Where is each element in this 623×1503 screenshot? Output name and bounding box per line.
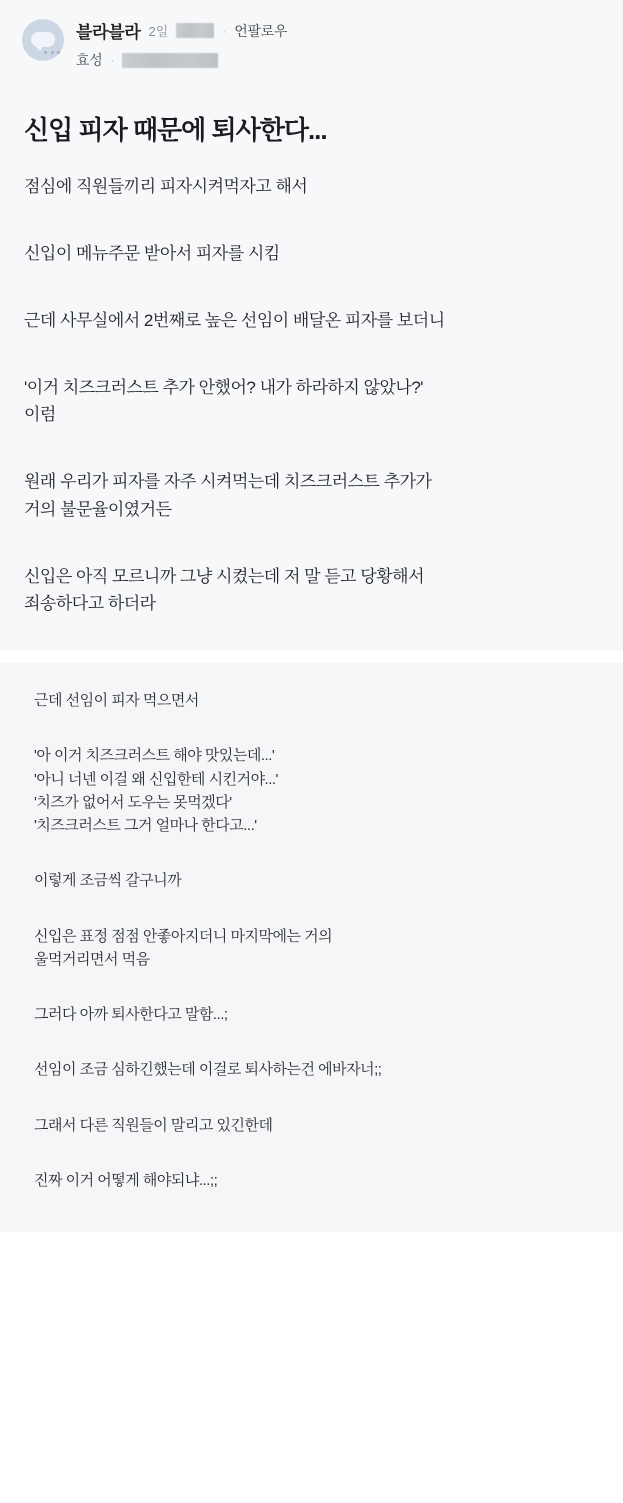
quote-paragraph — [34, 689, 589, 712]
post-paragraph-line: 이럼 — [24, 405, 56, 425]
quote-paragraph — [34, 869, 589, 892]
author-meta — [76, 16, 287, 70]
post-paragraph-line: 근데 사무실에서 2번째로 높은 선임이 배달온 피자를 보더니 — [24, 310, 445, 330]
quote-line: '치즈가 없어서 도우는 못먹겠다' — [34, 793, 232, 811]
post-body — [22, 173, 601, 618]
quote-line: 진짜 이거 어떻게 해야되냐...;; — [34, 1171, 218, 1189]
post-paragraph-line: 신입이 메뉴주문 받아서 피자를 시킴 — [24, 243, 280, 263]
masked-label — [176, 23, 214, 38]
post-paragraph-line: 거의 불문율이였거든 — [24, 499, 172, 519]
quote-paragraph — [34, 1058, 589, 1081]
post-paragraph-line: 죄송하다고 하더라 — [24, 594, 156, 613]
post-paragraph-line: 신입은 아직 모르니까 그냥 시켰는데 저 말 듣고 당황해서 — [24, 566, 424, 586]
board-name[interactable]: 효성 — [76, 52, 103, 68]
post-header — [22, 14, 601, 76]
post-paragraph — [24, 307, 601, 334]
author-line-secondary — [76, 50, 287, 70]
avatar[interactable] — [22, 19, 64, 61]
quote-paragraph — [34, 925, 589, 972]
quote-line: 선임이 조금 심하긴했는데 이걸로 퇴사하는건 에바자너;; — [34, 1061, 382, 1079]
quote-line: '치즈크러스트 그거 얼마나 한다고...' — [34, 817, 257, 835]
author-nickname[interactable]: 블라블라 — [76, 23, 141, 42]
quote-line: 신입은 표정 점점 안좋아지더니 마지막에는 거의 — [34, 927, 333, 945]
page-title: 신입 피자 때문에 퇴사한다... — [24, 115, 327, 145]
bubble-dots-icon — [44, 51, 60, 54]
card-divider — [0, 651, 623, 663]
post-paragraph — [24, 563, 601, 617]
quote-line: 이렇게 조금씩 갈구니까 — [34, 872, 182, 890]
author-line-primary — [76, 18, 287, 43]
post-paragraph — [24, 240, 601, 267]
post-card — [0, 0, 623, 651]
quote-line: 그러다 아까 퇴사한다고 말함...; — [34, 1006, 228, 1024]
quote-paragraph — [34, 1003, 589, 1026]
post-paragraph — [24, 468, 601, 522]
post-paragraph-line: 원래 우리가 피자를 자주 시켜먹는데 치즈크러스트 추가가 — [24, 472, 432, 492]
quote-line: 근데 선임이 피자 먹으면서 — [34, 692, 199, 710]
chat-bubble-avatar-icon — [31, 32, 55, 47]
post-paragraph-line: '이거 치즈크러스트 추가 안했어? 내가 하라하지 않았나?' — [24, 378, 424, 398]
post-paragraph — [24, 374, 601, 428]
post-paragraph-line: 점심에 직원들끼리 피자시켜먹자고 해서 — [24, 176, 308, 196]
meta-separator: · — [222, 23, 227, 38]
quote-line: 그래서 다른 직원들이 말리고 있긴한데 — [34, 1116, 273, 1134]
quote-line: '아니 너넨 이걸 왜 신입한테 시킨거야...' — [34, 770, 278, 788]
quote-paragraph — [34, 1114, 589, 1137]
quote-line: '아 이거 치즈크러스트 해야 맛있는데...' — [34, 747, 275, 765]
quote-paragraph — [34, 744, 589, 837]
quote-line: 울먹거리면서 먹음 — [34, 950, 150, 968]
board-separator: · — [110, 53, 115, 67]
quote-card — [0, 663, 623, 1232]
quote-paragraph — [34, 1169, 589, 1192]
post-time: 2일 — [148, 24, 169, 39]
masked-meta — [122, 53, 218, 68]
unfollow-button[interactable]: 언팔로우 — [234, 22, 288, 39]
post-paragraph — [24, 173, 601, 200]
